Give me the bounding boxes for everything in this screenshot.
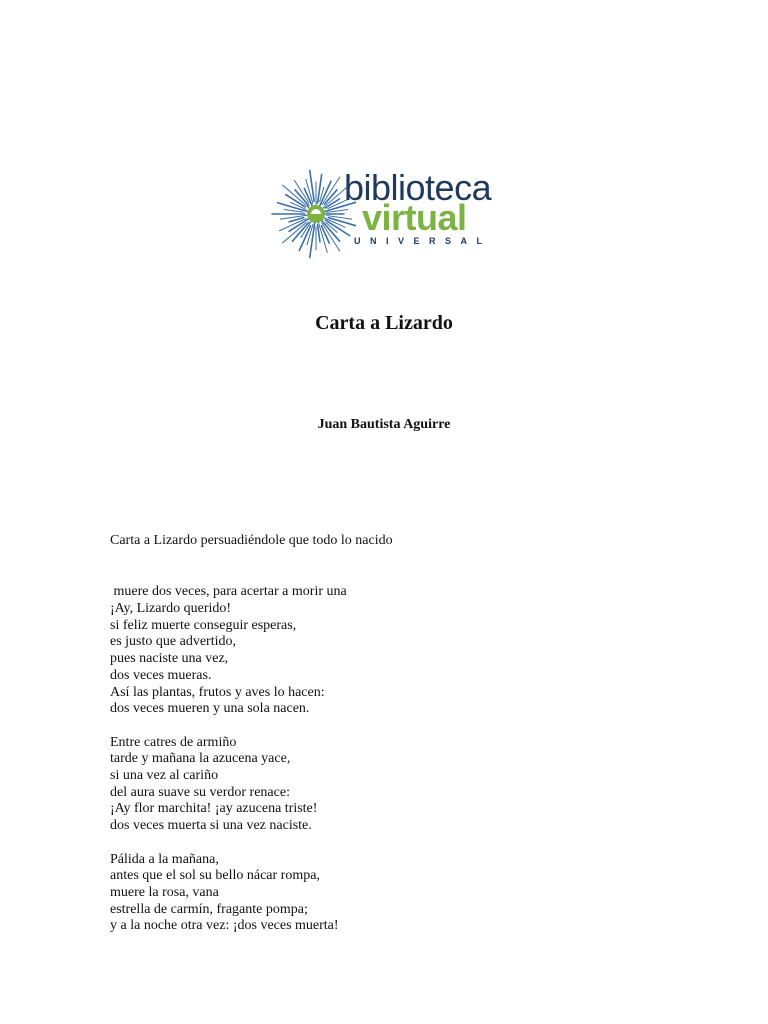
subtitle-line: muere dos veces, para acertar a morir una bbox=[110, 583, 347, 599]
poem-line: dos veces mueras. bbox=[110, 667, 212, 683]
poem-line: dos veces mueren y una sola nacen. bbox=[110, 701, 310, 717]
sunburst-ray bbox=[289, 218, 303, 222]
poem-line: es justo que advertido, bbox=[110, 634, 236, 650]
poem-stanza bbox=[110, 735, 339, 835]
sunburst-ray bbox=[318, 174, 322, 203]
poem-line: si feliz muerte conseguir esperas, bbox=[110, 617, 297, 633]
document-title: Carta a Lizardo bbox=[315, 312, 453, 334]
poem-line: ¡Ay flor marchita! ¡ay azucena triste! bbox=[110, 801, 318, 817]
poem-body bbox=[110, 601, 339, 952]
poem-line: Pálida a la mañana, bbox=[110, 851, 219, 867]
poem-line: estrella de carmín, fragante pompa; bbox=[110, 901, 308, 917]
poem-line: pues naciste una vez, bbox=[110, 651, 229, 667]
logo-word-biblioteca: biblioteca bbox=[344, 167, 492, 208]
poem-line: muere la rosa, vana bbox=[110, 884, 219, 900]
logo-word-universal: UNIVERSAL bbox=[354, 236, 492, 246]
poem-line: del aura suave su verdor renace: bbox=[110, 784, 290, 800]
poem-line: antes que el sol su bello nácar rompa, bbox=[110, 868, 320, 884]
biblioteca-virtual-logo bbox=[266, 168, 510, 260]
sunburst-icon bbox=[266, 168, 356, 260]
poem-line: Entre catres de armiño bbox=[110, 734, 237, 750]
poem-line: Así las plantas, frutos y aves lo hacen: bbox=[110, 684, 325, 700]
poem-line: y a la noche otra vez: ¡dos veces muerta! bbox=[110, 918, 339, 934]
poem-line: tarde y mañana la azucena yace, bbox=[110, 751, 291, 767]
logo-word-virtual: virtual bbox=[362, 197, 467, 238]
poem-stanza bbox=[110, 852, 339, 936]
poem-line: dos veces muerta si una vez naciste. bbox=[110, 818, 312, 834]
subtitle-line: Carta a Lizardo persuadiéndole que todo lo nacido bbox=[110, 533, 393, 549]
poem-stanza bbox=[110, 601, 339, 718]
poem-line: ¡Ay, Lizardo querido! bbox=[110, 601, 232, 616]
document-author: Juan Bautista Aguirre bbox=[317, 417, 451, 432]
poem-line: si una vez al cariño bbox=[110, 768, 219, 784]
